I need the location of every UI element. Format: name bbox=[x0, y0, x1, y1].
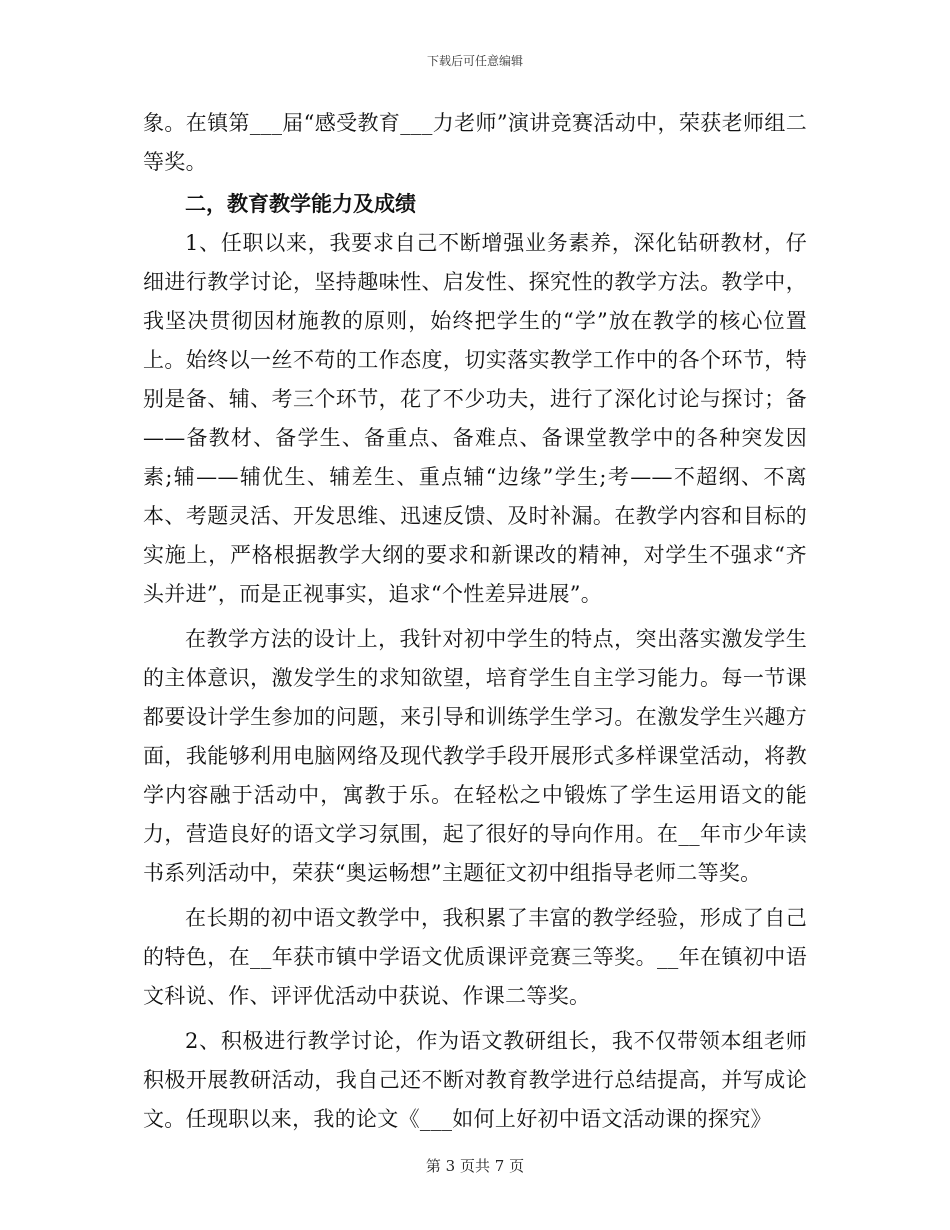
paragraph-research-2: 2、积极进行教学讨论，作为语文教研组长，我不仅带领本组老师积极开展教研活动，我自己还不断对教育教学进行总结提高，并写成论文。任现职以来，我的论文《___如何上好初中语文活动课的探究》 bbox=[143, 1029, 807, 1131]
page-header: 下载后可任意编辑 bbox=[426, 54, 523, 68]
document-body bbox=[143, 104, 807, 1139]
section-heading: 二，教育教学能力及成绩 bbox=[185, 191, 416, 216]
page-footer: 第 3 页共 7 页 bbox=[425, 1157, 525, 1175]
paragraph-teaching-method: 在教学方法的设计上，我针对初中学生的特点，突出落实激发学生的主体意识，激发学生的求知欲望，培育学生自主学习能力。每一节课都要设计学生参加的问题，来引导和训练学生学习。在激发学生兴趣方面，我能够利用电脑网络及现代教学手段开展形式多样课堂活动，将教学内容融于活动中，寓教于乐。在轻松之中锻炼了学生运用语文的能力，营造良好的语文学习氛围，起了很好的导向作用。在__年市少年读书系列活动中，荣获“奥运畅想”主题征文初中组指导老师二等奖。 bbox=[143, 627, 807, 885]
paragraph-teaching-1: 1、任职以来，我要求自己不断增强业务素养，深化钻研教材，仔细进行教学讨论，坚持趣味性、启发性、探究性的教学方法。教学中，我坚决贯彻因材施教的原则，始终把学生的“学”放在教学的核心位置上。始终以一丝不苟的工作态度，切实落实教学工作中的各个环节，特别是备、辅、考三个环节，花了不少功夫，进行了深化讨论与探讨；备——备教材、备学生、备重点、备难点、备课堂教学中的各种突发因素;辅——辅优生、辅差生、重点辅“边缘”学生;考——不超纲、不离本、考题灵活、开发思维、迅速反馈、及时补漏。在教学内容和目标的实施上，严格根据教学大纲的要求和新课改的精神，对学生不强求“齐头并进”，而是正视事实，追求“个性差异进展”。 bbox=[143, 231, 807, 606]
paragraph-continued: 象。在镇第___届“感受教育___力老师”演讲竞赛活动中，荣获老师组二等奖。 bbox=[143, 111, 807, 174]
paragraph-experience: 在长期的初中语文教学中，我积累了丰富的教学经验，形成了自己的特色，在__年获市镇中学语文优质课评竞赛三等奖。__年在镇初中语文科说、作、评评优活动中获说、作课二等奖。 bbox=[143, 906, 807, 1008]
